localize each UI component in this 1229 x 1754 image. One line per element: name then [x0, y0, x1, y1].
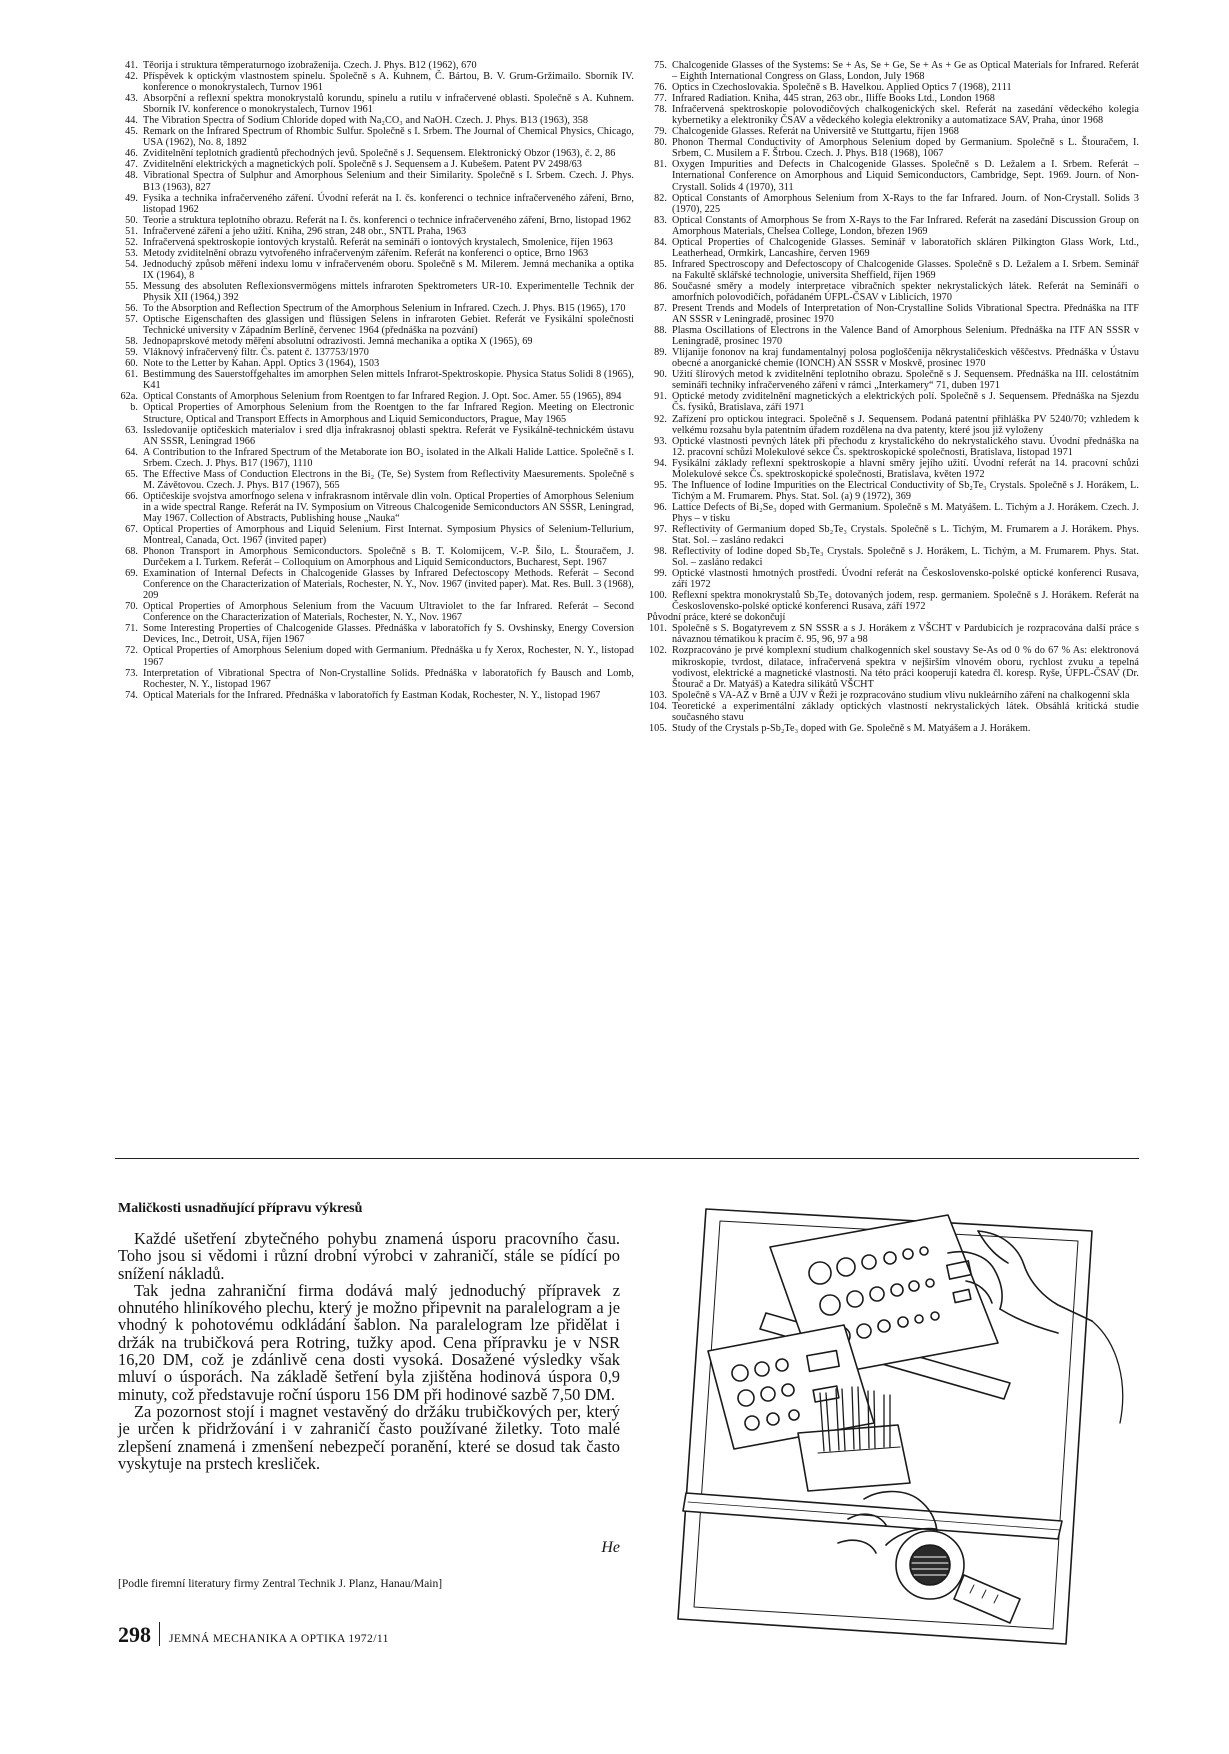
reference-entry	[117, 170, 634, 192]
reference-entry	[647, 137, 1139, 159]
reference-number: 80.	[654, 137, 667, 149]
reference-entry	[117, 93, 634, 115]
reference-entry	[117, 425, 634, 447]
references-right-list	[647, 60, 1139, 612]
reference-text: To the Absorption and Reflection Spectrum of the Amorphous Selenium in Infrared. Czech. J. Phys. B15 (1965), 170	[143, 303, 626, 315]
reference-number: 98.	[654, 546, 667, 558]
reference-text: Absorpční a reflexní spektra monokrystalů korundu, spinelu a rutilu v infračervené oblasti. Společně s A. Kuhnem. Sborník IV. konference o monokrystalech, Turnov 1961	[143, 93, 634, 116]
reference-number: 51.	[125, 225, 138, 237]
reference-number: 95.	[654, 479, 667, 491]
reference-text: Optical Properties of Chalcogenide Glasses. Seminář v laboratořích skláren Pilkington Glass Work, Ltd., Leatherhead, Ormkirk, Lancashire, červen 1969	[672, 236, 1139, 259]
article-paragraph: Za pozornost stojí i magnet vestavěný do držáku trubičkových per, který je určen k přidržování i v zahraničí často používané žiletky. Toto malé zlepšení znamená i zmenšení nebezpečí poranění, které se dosud tak často vyskytuje na prstech kresliček.	[118, 1401, 620, 1473]
reference-number: 103.	[648, 689, 667, 701]
reference-entry	[117, 281, 634, 303]
reference-entry	[647, 391, 1139, 413]
reference-entry	[647, 259, 1139, 281]
reference-number: 97.	[654, 523, 667, 535]
reference-entry	[647, 524, 1139, 546]
reference-number: 77.	[654, 93, 667, 105]
reference-number: 101.	[648, 623, 667, 635]
reference-number: 105.	[648, 722, 667, 734]
reference-entry	[647, 568, 1139, 590]
reference-text: Optical Properties of Amorphous Selenium from the Roentgen to the far Infrared Region. Meeting on Electronic Structure, Optical and Transport Effects in Amorphous and Liquid Semiconductors, Prague, May 1965	[143, 402, 634, 425]
page-footer	[118, 1620, 389, 1646]
reference-number: 52.	[125, 236, 138, 248]
reference-number: 87.	[654, 303, 667, 315]
reference-text: Současné směry a modely interpretace vibračních spekter nekrystalických látek. Referát na Semináři o amorfních polovodičích, pořádaném ÚFPL-ČSAV v Liblicích, 1970	[672, 280, 1139, 303]
reference-entry	[647, 193, 1139, 215]
reference-text: Vláknový infračervený filtr. Čs. patent č. 137753/1970	[143, 347, 369, 359]
reference-entry	[117, 668, 634, 690]
reference-number: 62a.	[120, 391, 138, 403]
reference-entry	[117, 402, 634, 424]
reference-entry	[647, 414, 1139, 436]
reference-entry	[117, 568, 634, 601]
reference-text: Optics in Czechoslovakia. Společně s B. Havelkou. Applied Optics 7 (1968), 2111	[672, 82, 1012, 94]
reference-entry	[647, 590, 1139, 612]
reference-text: Zviditelnění teplotních gradientů přechodných jevů. Společně s J. Sequensem. Elektronický Obzor (1963), č. 2, 86	[143, 148, 616, 160]
reference-number: 42.	[125, 71, 138, 83]
reference-text: Optické vlastnosti hmotných prostředí. Úvodní referát na Československo-polské optické konferenci Rusava, září 1972	[672, 568, 1139, 591]
reference-text: Optische Eigenschaften des glassigen und flüssigen Selens in infraroten Gebiet. Referát ve Fysikální společnosti Technické university v Západním Berlíně, červenec 1964 (přednáška na pozvání)	[143, 314, 634, 337]
reference-text: Remark on the Infrared Spectrum of Rhombic Sulfur. Společně s I. Srbem. The Journal of Chemical Physics, Chicago, USA (1962), No. 8, 1892	[143, 126, 634, 149]
reference-entry	[647, 502, 1139, 524]
reference-number: 91.	[654, 391, 667, 403]
reference-entry	[647, 93, 1139, 104]
reference-entry	[647, 623, 1139, 645]
reference-number: 104.	[648, 700, 667, 712]
reference-entry	[117, 248, 634, 259]
reference-number: 43.	[125, 93, 138, 105]
reference-number: 96.	[654, 501, 667, 513]
reference-number: 75.	[654, 60, 667, 71]
reference-number: 41.	[125, 60, 138, 71]
reference-entry	[117, 193, 634, 215]
reference-entry	[647, 82, 1139, 93]
reference-number: 66.	[125, 490, 138, 502]
reference-entry	[117, 601, 634, 623]
reference-number: 68.	[125, 546, 138, 558]
reference-entry	[117, 71, 634, 93]
reference-number: 92.	[654, 413, 667, 425]
reference-entry	[647, 723, 1139, 734]
article-paragraph: Každé ušetření zbytečného pohybu znamená úsporu pracovního času. Toho jsou si vědomi i různí drobní výrobci v zahraničí, stále se pídící po snížení nákladů.	[118, 1229, 620, 1283]
reference-number: 90.	[654, 369, 667, 381]
reference-entry	[647, 325, 1139, 347]
reference-text: A Contribution to the Infrared Spectrum of the Metaborate ion BO₂ isolated in the Alkali Halide Lattice. Společně s I. Srbem. Czech. J. Phys. B17 (1967), 1110	[143, 446, 634, 469]
reference-text: Vlijanije fononov na kraj fundamentalnyj polosa pogloščenija někrystaličeskich věščestvs. Přednáška v Ústavu obecné a anorganické chemie (IONCH) AN SSSR v Moskvě, prosinec 1970	[672, 347, 1139, 370]
reference-number: 94.	[654, 457, 667, 469]
reference-entry	[117, 259, 634, 281]
journal-name: JEMNÁ MECHANIKA A OPTIKA 1972/11	[169, 1632, 389, 1645]
reference-number: 81.	[654, 159, 667, 171]
page-number: 298	[118, 1622, 151, 1647]
reference-entry	[647, 701, 1139, 723]
reference-entry	[647, 126, 1139, 137]
reference-text: Chalcogenide Glasses. Referát na Universitě ve Stuttgartu, říjen 1968	[672, 126, 959, 138]
reference-entry	[647, 369, 1139, 391]
reference-entry	[117, 358, 634, 369]
reference-number: 59.	[125, 347, 138, 359]
reference-entry	[647, 60, 1139, 82]
reference-text: Optical Properties of Amorphous Selenium from the Vacuum Ultraviolet to the far Infrared. Referát – Second Conference on the Characterization of Materials, Rochester, N. Y., Nov. 1967	[143, 601, 634, 624]
section-divider	[115, 1158, 1139, 1159]
reference-number: 86.	[654, 280, 667, 292]
reference-number: 88.	[654, 325, 667, 337]
reference-text: Optical Constants of Amorphous Se from X-Rays to the Far Infrared. Referát na zasedání Discussion Group on Amorphous Materials, Chelsea College, London, březen 1969	[672, 214, 1139, 237]
reference-entry	[117, 148, 634, 159]
reference-text: Optické vlastnosti pevných látek při přechodu z krystalického do nekrystalického stavu. Úvodní přednáška na 12. pracovní schůzi Molekulové sekce Čs. spektroskopické společnosti, Bratislava, listopad 1971	[672, 435, 1139, 458]
reference-entry	[117, 391, 634, 402]
reference-entry	[647, 546, 1139, 568]
reference-text: Optical Properties of Amorphous and Liquid Selenium. First Internat. Symposium Physics of Selenium-Tellurium, Montreal, Canada, Oct. 1967 (invited paper)	[143, 523, 634, 547]
reference-entry	[117, 126, 634, 148]
reference-number: 89.	[654, 347, 667, 359]
reference-text: Optičeskije svojstva amorfnogo selena v infrakrasnom intěrvale dlin voln. Optical Properties of Amorphous Selenium in a wide spectral Range. Referát na IV. Symposium on Vitreous Chalcogenide Semiconductors AN SSSR, Leningrad, May 1967. Collection of Abstracts, Publishing house „Nauka“	[143, 490, 634, 524]
reference-text: Zařízení pro optickou integraci. Společně s J. Sequensem. Podaná patentní přihláška PV 5240/70; vzhledem k velkému rozsahu byla patentním úřadem rozdělena na dva patenty, které jsou již vyloženy	[672, 413, 1139, 436]
reference-entry	[647, 104, 1139, 126]
reference-entry	[647, 690, 1139, 701]
reference-text: Present Trends and Models of Interpretation of Non-Crystalline Solids Vibrational Spectra. Přednáška na ITF AN SSSR v Leningradě, prosinec 1970	[672, 303, 1139, 326]
reference-text: Messung des absoluten Reflexionsvermögens mittels infraroten Spektrometers UR-10. Experimentelle Technik der Physik XII (1964,) 392	[143, 280, 634, 303]
reference-entry	[647, 215, 1139, 237]
references-right-list-2	[647, 623, 1139, 733]
unfinished-works-heading: Původní práce, které se dokončují	[647, 612, 786, 624]
reference-number: 84.	[654, 236, 667, 248]
reference-text: Fysikální základy reflexní spektroskopie a hlavní směry jejího užití. Úvodní referát na 14. pracovní schůzi Molekulové sekce Čs. spektroskopické společnosti, Bratislava, květen 1972	[672, 457, 1139, 480]
reference-text: Společně s VA-AZ v Brně a ÚJV v Řeži je rozpracováno studium vlivu nukleárního záření na chalkogenní skla	[672, 689, 1130, 701]
drafting-template-holder-illustration	[648, 1193, 1142, 1648]
reference-entry	[117, 159, 634, 170]
reference-text: Užití šlírových metod k zviditelnění teplotního obrazu. Společně s J. Sequensem. Přednáška na III. celostátním semináři techniky infračerveného záření v rámci „Interkamery“ 71, duben 1971	[672, 369, 1139, 392]
reference-text: Study of the Crystals p-Sb₂Te₃ doped with Ge. Společně s M. Matyášem a J. Horákem.	[672, 722, 1031, 734]
reference-text: Reflexní spektra monokrystalů Sb₂Te₃ dotovaných jodem, resp. germaniem. Společně s J. Horákem. Referát na Československo-polské optické konferenci Rusava, září 1972	[672, 590, 1139, 613]
reference-text: Optical Properties of Amorphous Selenium doped with Germanium. Přednáška u fy Xerox, Rochester, N. Y., listopad 1967	[143, 645, 634, 668]
reference-number: 49.	[125, 192, 138, 204]
reference-number: 64.	[125, 446, 138, 458]
reference-entry	[117, 215, 634, 226]
reference-text: Reflectivity of Iodine doped Sb₂Te₃ Crystals. Společně s J. Horákem, L. Tichým, a M. Frumarem. Phys. Stat. Sol. – zasláno redakci	[672, 546, 1139, 569]
reference-entry	[647, 458, 1139, 480]
reference-number: 71.	[125, 623, 138, 635]
reference-text: Phonon Thermal Conductivity of Amorphous Selenium doped by Germanium. Společně s L. Štouračem, I. Srbem, C. Musilem a F. Štrbou. Czech. J. Phys. B18 (1968), 1067	[672, 137, 1139, 160]
reference-number: 100.	[648, 590, 667, 602]
reference-text: Reflectivity of Germanium doped Sb₂Te₃ Crystals. Společně s L. Tichým, M. Frumarem a J. Horákem. Phys. Stat. Sol. – zasláno redakci	[672, 523, 1139, 547]
reference-entry	[117, 469, 634, 491]
reference-number: b.	[130, 402, 138, 414]
reference-entry	[647, 436, 1139, 458]
reference-text: Infrared Radiation. Kniha, 445 stran, 263 obr., Iliffe Books Ltd., London 1968	[672, 93, 995, 105]
reference-entry	[647, 237, 1139, 259]
reference-entry	[117, 314, 634, 336]
reference-entry	[117, 546, 634, 568]
reference-text: Interpretation of Vibrational Spectra of Non-Crystalline Solids. Přednáška v laboratořích fy Bausch and Lomb, Rochester, N. Y., listopad 1967	[143, 667, 634, 690]
reference-entry	[117, 369, 634, 391]
reference-text: Infračervená spektroskopie iontových krystalů. Referát na semináři o iontových krystalech, Smolenice, říjen 1963	[143, 236, 613, 248]
reference-text: Chalcogenide Glasses of the Systems: Se + As, Se + Ge, Se + As + Ge as Optical Materials for Infrared. Referát – Eighth International Congress on Glass, London, July 1968	[672, 60, 1139, 83]
article-body	[118, 1230, 620, 1472]
reference-number: 102.	[648, 645, 667, 657]
reference-number: 48.	[125, 170, 138, 182]
reference-number: 58.	[125, 336, 138, 348]
reference-number: 69.	[125, 568, 138, 580]
reference-number: 53.	[125, 247, 138, 259]
article-paragraph: Tak jedna zahraniční firma dodává malý jednoduchý přípravek z ohnutého hliníkového plechu, který je možno připevnit na paralelogram a je vhodný k pohotovému odkládání šablon. Na paralelogram lze přidělat i držák na trubičková pera Rotring, tužky apod. Cena přípravku je v NSR 16,20 DM, což je zdánlivě cena dosti vysoká. Dosažené výsledky však mluví o úsporách. Na základě šetření byla zjištěna hodinová úspora 0,9 minuty, což představuje roční úsporu 156 DM při hodinové sazbě 7,50 DM.	[118, 1280, 620, 1404]
reference-number: 60.	[125, 358, 138, 370]
reference-text: Společně s S. Bogatyrevem z SN SSSR a s J. Horákem z VŠCHT v Pardubicích je rozpracována další práce s návaznou tématikou k pracím č. 95, 96, 97 a 98	[672, 623, 1139, 646]
reference-number: 61.	[125, 369, 138, 381]
reference-number: 65.	[125, 468, 138, 480]
reference-entry	[117, 237, 634, 248]
reference-entry	[117, 524, 634, 546]
author-signature: He	[601, 1539, 620, 1556]
reference-entry	[117, 115, 634, 126]
reference-entry	[117, 303, 634, 314]
reference-entry	[647, 480, 1139, 502]
reference-text: Note to the Letter by Kahan. Appl. Optics 3 (1964), 1503	[143, 358, 380, 370]
references-right-column	[647, 60, 1139, 734]
reference-number: 46.	[125, 148, 138, 160]
reference-text: Těorija i struktura těmperaturnogo izobraženija. Czech. J. Phys. B12 (1962), 670	[143, 60, 477, 71]
reference-entry	[117, 226, 634, 237]
reference-number: 47.	[125, 159, 138, 171]
reference-number: 50.	[125, 214, 138, 226]
reference-text: Fysika a technika infračerveného záření. Úvodní referát na I. čs. konferenci o technice infračerveného záření, Brno, listopad 1962	[143, 192, 634, 215]
reference-text: Plasma Oscillations of Electrons in the Valence Band of Amorphous Selenium. Přednáška na ITF AN SSSR v Leningradě, prosinec 1970	[672, 325, 1139, 348]
reference-entry	[647, 281, 1139, 303]
reference-text: Oxygen Impurities and Defects in Chalcogenide Glasses. Společně s D. Ležalem a I. Srbem. Referát – International Conference on Amorphous and Liquid Semiconductors, Cambridge, Sept. 1969. Journ. of Non-Crystall. Solids 4 (1970), 311	[672, 159, 1139, 193]
reference-entry	[117, 690, 634, 701]
reference-text: The Influence of Iodine Impurities on the Electrical Conductivity of Sb₂Te₃ Crystals. Společně s J. Horákem, L. Tichým a M. Frumarem. Phys. Stat. Sol. (a) 9 (1972), 369	[672, 479, 1139, 502]
reference-text: Rozpracováno je prvé komplexní studium chalkogenních skel soustavy Se-As od 0 % do 67 % As: elektronová mikroskopie, tvrdost, dilatace, infračervená spektra v nejširším vlnovém oboru, rychlost zvuku a tepelná vodivost, elektrické a magnetické vlastnosti. Na této práci kooperují katedra čl. koresp. Ryše, ÚFPL-ČSAV (Dr. Štourač a Dr. Matyáš) a Katedra silikátů VŠCHT	[672, 645, 1139, 690]
reference-number: 56.	[125, 303, 138, 315]
reference-text: Phonon Transport in Amorphous Semiconductors. Společně s B. T. Kolomijcem, V.-P. Šilo, L. Štouračem, J. Durčekem a I. Turkem. Referát – Colloquium on Amorphous and Liquid Semiconductors, Bucharest, Sept. 1967	[143, 546, 634, 569]
reference-text: Metody zviditelnění obrazu vytvořeného infračerveným zářením. Referát na konferenci o optice, Brno 1963	[143, 247, 589, 259]
reference-text: Infračervená spektroskopie polovodičových chalkogenických skel. Referát na zasedání vědeckého kolegia kybernetiky a elektroniky ČSAV a vědeckého kolegia elektroniky a automatizace SAV, Praha, únor 1968	[672, 104, 1139, 127]
reference-text: Optical Constants of Amorphous Selenium from X-Rays to the far Infrared. Journ. of Non-Crystall. Solids 3 (1970), 225	[672, 192, 1139, 215]
reference-text: Infrared Spectroscopy and Defectoscopy of Chalcogenide Glasses. Společně s D. Ležalem a I. Srbem. Seminář na Fakultě sklářské technologie, universita Sheffield, říjen 1969	[672, 258, 1139, 281]
reference-number: 79.	[654, 126, 667, 138]
reference-entry	[117, 645, 634, 667]
reference-number: 44.	[125, 115, 138, 127]
reference-entry	[117, 623, 634, 645]
reference-number: 73.	[125, 667, 138, 679]
reference-entry	[647, 347, 1139, 369]
reference-text: Bestimmung des Sauerstoffgehaltes im amorphen Selen mittels Infrarot-Spektroskopie. Physica Status Solidi 8 (1965), K41	[143, 369, 634, 392]
reference-number: 45.	[125, 126, 138, 138]
reference-text: Příspěvek k optickým vlastnostem spinelu. Společně s A. Kuhnem, Č. Bártou, B. V. Grum-Gržimailo. Sborník IV. konference o monokrystalech, Turnov 1961	[143, 71, 634, 94]
reference-number: 85.	[654, 258, 667, 270]
reference-text: Issledovanije optičeskich materialov i sred dlja infrakrasnoj oblasti spektra. Referát ve Fysikálně-technickém ústavu AN SSSR, Leningrad 1966	[143, 424, 634, 447]
reference-entry	[117, 491, 634, 524]
source-note: [Podle firemní literatury firmy Zentral Technik J. Planz, Hanau/Main]	[118, 1577, 443, 1590]
reference-text: Optical Materials for the Infrared. Přednáška v laboratořích fy Eastman Kodak, Rochester, N. Y., listopad 1967	[143, 689, 601, 701]
reference-number: 76.	[654, 82, 667, 94]
reference-text: Optické metody zviditelnění magnetických a elektrických polí. Společně s J. Sequensem. Přednáška na Sjezdu Čs. fysiků, Bratislava, září 1971	[672, 391, 1139, 414]
article-title: Maličkosti usnadňující přípravu výkresů	[118, 1201, 363, 1216]
reference-entry	[647, 645, 1139, 689]
reference-number: 70.	[125, 601, 138, 613]
reference-text: Infračervené záření a jeho užití. Kniha, 296 stran, 248 obr., SNTL Praha, 1963	[143, 225, 467, 237]
reference-text: Teoretické a experimentální základy optických vlastností nekrystalických látek. Obsáhlá kritická studie současného stavu	[672, 700, 1139, 723]
reference-text: Teorie a struktura teplotního obrazu. Referát na I. čs. konferenci o technice infračerveného záření, Brno, listopad 1962	[143, 214, 632, 226]
reference-text: Examination of Internal Defects in Chalcogenide Glasses by Infrared Defectoscopy Methods. Referát – Second Conference on the Characterization of Materials, Rochester, N. Y., Nov. 1967 (invited paper). Mat. Res. Bull. 3 (1968), 209	[143, 568, 634, 602]
reference-entry	[117, 347, 634, 358]
reference-text: Optical Constants of Amorphous Selenium from Roentgen to far Infrared Region. J. Opt. Soc. Amer. 55 (1965), 894	[143, 391, 622, 403]
reference-text: Lattice Defects of Bi₂Se₃ doped with Germanium. Společně s M. Matyášem. L. Tichým a J. Horákem. Czech. J. Phys – v tisku	[672, 501, 1139, 524]
reference-entry	[117, 60, 634, 71]
reference-number: 55.	[125, 280, 138, 292]
reference-number: 54.	[125, 258, 138, 270]
reference-entry	[117, 336, 634, 347]
reference-entry	[647, 159, 1139, 192]
reference-text: Some Interesting Properties of Chalcogenide Glasses. Přednáška v laboratořích fy S. Ovshinsky, Energy Coversion Devices, Inc., Detroit, USA, říjen 1967	[143, 623, 634, 646]
reference-text: Jednopaprskové metody měření absolutní odrazivosti. Jemná mechanika a optika X (1965), 69	[143, 336, 533, 348]
reference-number: 67.	[125, 523, 138, 535]
reference-entry	[117, 447, 634, 469]
reference-text: Jednoduchý způsob měření indexu lomu v infračerveném oboru. Společně s M. Milerem. Jemná mechanika a optika IX (1964), 8	[143, 258, 634, 281]
reference-number: 74.	[125, 689, 138, 701]
reference-number: 63.	[125, 424, 138, 436]
reference-number: 57.	[125, 314, 138, 326]
reference-text: Vibrational Spectra of Sulphur and Amorphous Selenium and their Similarity. Společně s I. Srbem. Czech. J. Phys. B13 (1963), 827	[143, 170, 634, 193]
reference-number: 82.	[654, 192, 667, 204]
reference-number: 78.	[654, 104, 667, 116]
reference-text: The Vibration Spectra of Sodium Chloride doped with Na₂CO₃ and NaOH. Czech. J. Phys. B13 (1963), 358	[143, 115, 589, 127]
footer-separator	[159, 1622, 160, 1646]
reference-number: 99.	[654, 568, 667, 580]
reference-number: 93.	[654, 435, 667, 447]
references-left-column	[117, 60, 634, 701]
reference-entry	[647, 303, 1139, 325]
reference-text: The Effective Mass of Conduction Electrons in the Bi₂ (Te, Se) System from Reflectivity Maesurements. Společně s M. Závětovou. Czech. J. Phys. B17 (1967), 565	[143, 468, 634, 491]
reference-number: 83.	[654, 214, 667, 226]
reference-text: Zviditelnění elektrických a magnetických polí. Společně s J. Sequensem a J. Kubešem. Patent PV 2498/63	[143, 159, 582, 171]
reference-number: 72.	[125, 645, 138, 657]
